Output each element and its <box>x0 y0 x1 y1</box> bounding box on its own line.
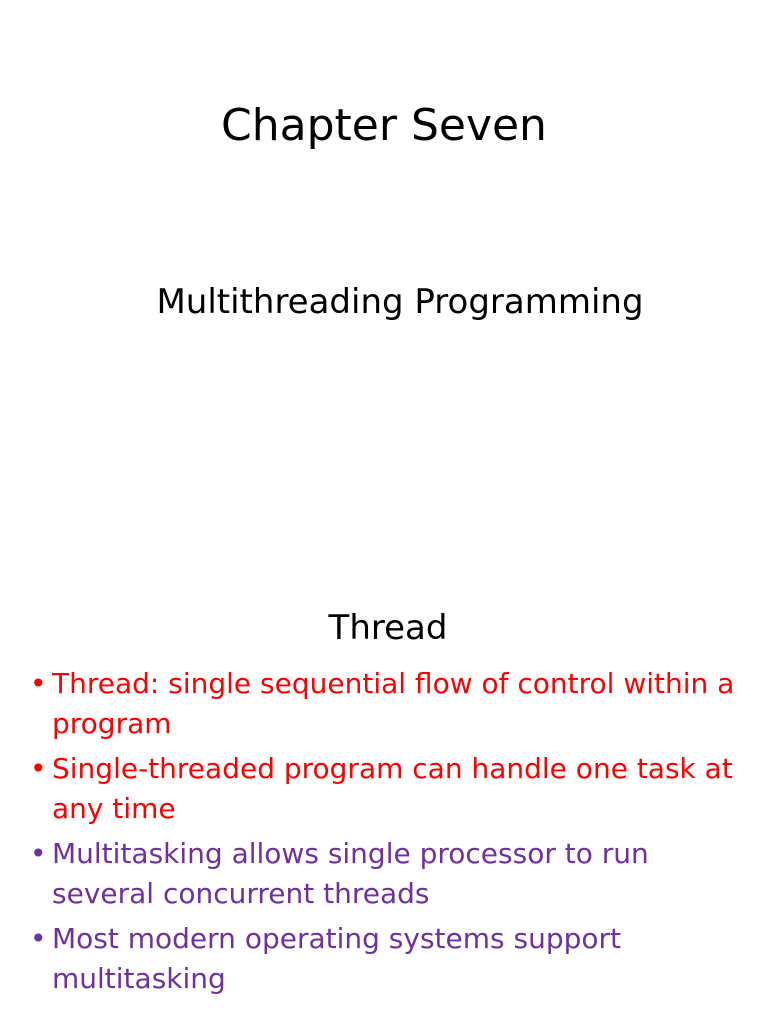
bullet-dot: • <box>30 837 47 870</box>
bullet-dot: • <box>30 752 47 785</box>
slide-title-thread: Thread <box>328 608 448 648</box>
chapter-title: Chapter Seven <box>221 100 547 151</box>
bullet-item <box>28 664 748 744</box>
bullet-item <box>28 834 748 914</box>
bullet-dot: • <box>30 922 47 955</box>
bullet-text: Most modern operating systems support multitasking <box>52 922 622 995</box>
bullet-text: Single-threaded program can handle one task at any time <box>52 752 733 825</box>
chapter-subtitle: Multithreading Programming <box>156 282 644 322</box>
bullet-item <box>28 749 748 829</box>
bullet-item <box>28 919 748 999</box>
bullet-list <box>28 664 748 1004</box>
bullet-text: Thread: single sequential flow of control within a program <box>52 667 735 740</box>
bullet-dot: • <box>30 667 47 700</box>
bullet-text: Multitasking allows single processor to run several concurrent threads <box>52 837 649 910</box>
